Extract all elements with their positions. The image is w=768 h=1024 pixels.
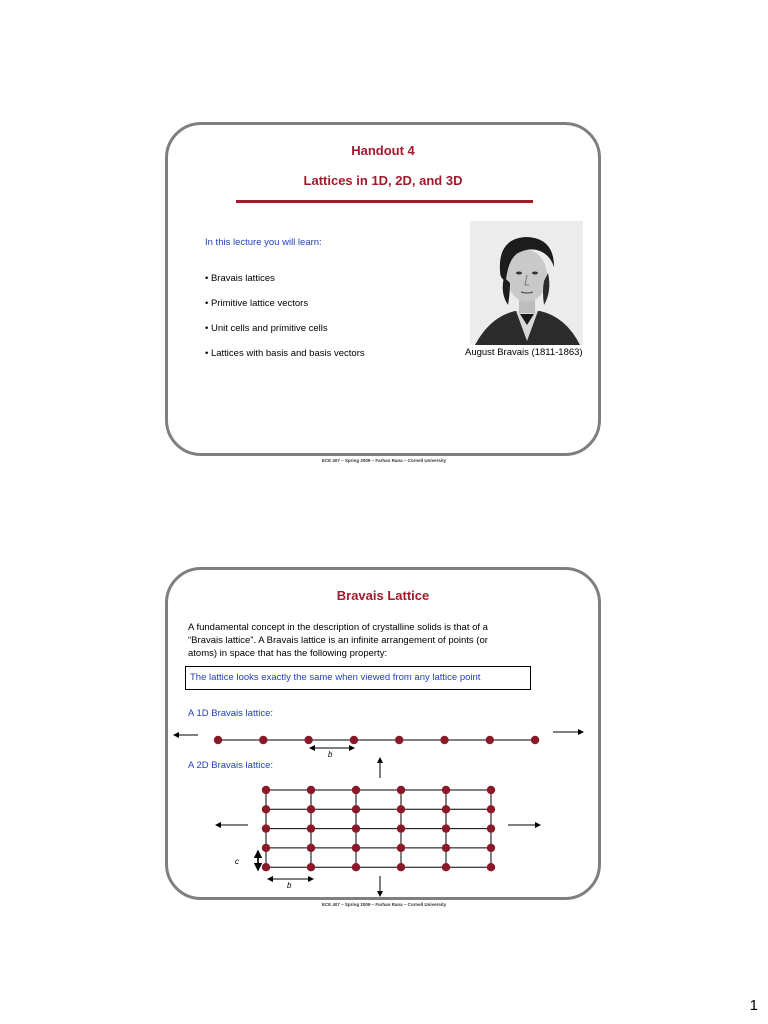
lattice-point <box>397 844 405 852</box>
b-label-1d: b <box>328 750 333 759</box>
lattice-point <box>352 805 360 813</box>
intro-text: In this lecture you will learn: <box>205 237 322 248</box>
lattice-point <box>350 736 358 744</box>
lattice-point <box>442 805 450 813</box>
lattice-point <box>307 786 315 794</box>
footer-1: ECE 407 – Spring 2009 – Farhan Rana – Cornell University <box>321 458 447 463</box>
label-1d: A 1D Bravais lattice: <box>188 708 274 719</box>
para-line-3: atoms) in space that has the following property: <box>188 648 388 659</box>
lattice-point <box>440 736 448 744</box>
lattice-point <box>352 786 360 794</box>
lattice-point <box>442 824 450 832</box>
lattice-point <box>304 736 312 744</box>
lattice-point <box>487 844 495 852</box>
lattice-point <box>442 844 450 852</box>
c-label-2d: c <box>235 857 239 866</box>
portrait-image <box>470 221 583 345</box>
title-underline <box>236 200 533 203</box>
lattice-point <box>262 863 270 871</box>
slide-1-title: Handout 4 <box>351 143 415 158</box>
lattice-point <box>262 824 270 832</box>
lattice-point <box>352 824 360 832</box>
portrait-caption: August Bravais (1811-1863) <box>465 347 583 358</box>
lattice-point <box>395 736 403 744</box>
lattice-point <box>397 805 405 813</box>
lattice-point <box>259 736 267 744</box>
slide-1 <box>165 122 601 456</box>
lattice-point <box>531 736 539 744</box>
lattice-point <box>352 863 360 871</box>
lattice-point <box>262 805 270 813</box>
bullet-3: • Unit cells and primitive cells <box>205 323 328 334</box>
bullet-2: • Primitive lattice vectors <box>205 298 309 309</box>
lattice-point <box>262 844 270 852</box>
lattice-point <box>487 863 495 871</box>
lattice-point <box>307 824 315 832</box>
para-line-1: A fundamental concept in the description of crystalline solids is that of a <box>188 622 488 633</box>
para-line-2: “Bravais lattice”. A Bravais lattice is an infinite arrangement of points (or <box>188 635 488 646</box>
lattice-point <box>442 786 450 794</box>
lattice-point <box>487 824 495 832</box>
lattice-point <box>262 786 270 794</box>
lattice-point <box>397 824 405 832</box>
slide-1-subtitle: Lattices in 1D, 2D, and 3D <box>303 173 463 188</box>
lattice-point <box>397 786 405 794</box>
footer-2: ECE 407 – Spring 2009 – Farhan Rana – Cornell University <box>321 902 447 907</box>
bullet-1: • Bravais lattices <box>205 273 275 284</box>
lattice-point <box>486 736 494 744</box>
page-number: 1 <box>749 997 758 1014</box>
lattice-point <box>307 863 315 871</box>
bullet-4: • Lattices with basis and basis vectors <box>205 348 365 359</box>
lattice-2d <box>262 786 495 872</box>
lattice-diagrams <box>168 570 598 900</box>
slide-2-title: Bravais Lattice <box>336 588 430 603</box>
lattice-point <box>214 736 222 744</box>
lattice-point <box>307 844 315 852</box>
lattice-point <box>442 863 450 871</box>
lattice-point <box>397 863 405 871</box>
lattice-point <box>307 805 315 813</box>
lattice-1d <box>174 732 583 748</box>
property-text: The lattice looks exactly the same when viewed from any lattice point <box>190 672 481 683</box>
lattice-point <box>487 805 495 813</box>
lattice-point <box>352 844 360 852</box>
label-2d: A 2D Bravais lattice: <box>188 760 274 771</box>
slide-2 <box>165 567 601 900</box>
lattice-point <box>487 786 495 794</box>
b-label-2d: b <box>287 881 292 890</box>
